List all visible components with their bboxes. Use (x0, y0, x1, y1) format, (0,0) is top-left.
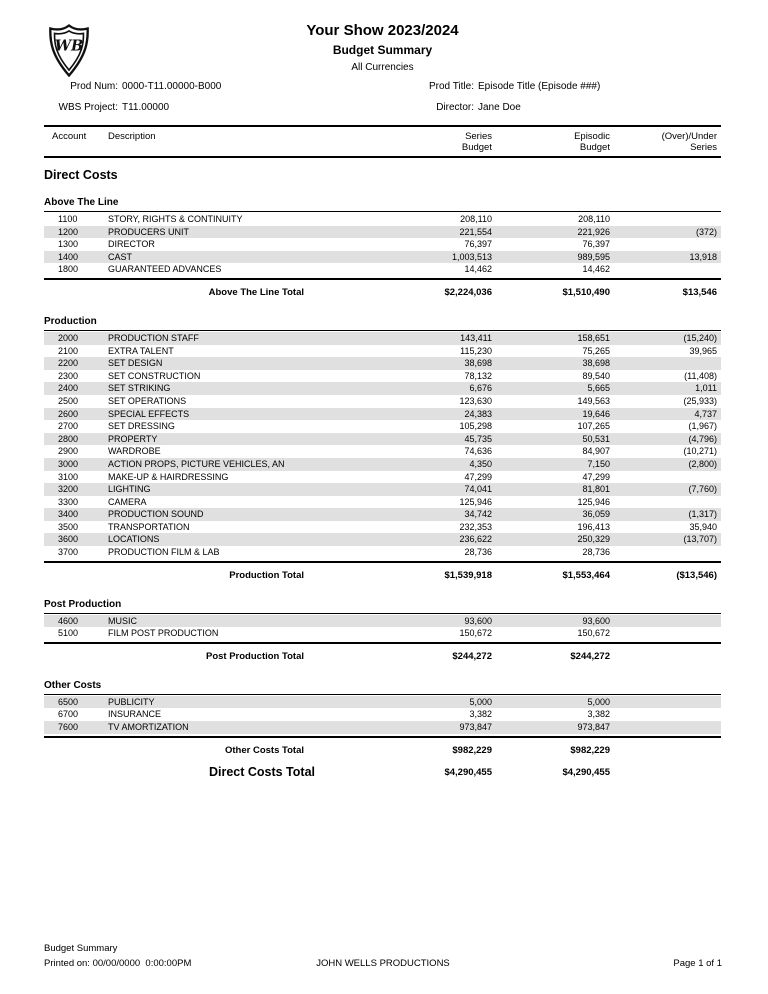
direct-costs-total-row (44, 765, 721, 780)
description-column-header: Description (108, 131, 156, 142)
over-under-cell: (13,707) (683, 534, 717, 545)
account-cell: 3000 (58, 458, 79, 469)
prod-num-value: 0000-T11.00000-B000 (122, 81, 222, 92)
company-name: JOHN WELLS PRODUCTIONS (316, 958, 450, 969)
table-row (44, 251, 721, 264)
series-budget-cell: 105,298 (459, 421, 492, 432)
description-cell: DIRECTOR (108, 239, 155, 250)
table-row (44, 213, 721, 226)
episodic-budget-cell: 75,265 (582, 345, 610, 356)
section-total-over-under (614, 651, 721, 663)
series-budget-cell: 1,003,513 (451, 251, 492, 262)
description-cell: SET CONSTRUCTION (108, 370, 201, 381)
table-row (44, 708, 721, 721)
table-row (44, 238, 721, 251)
series-budget-cell: 45,735 (464, 433, 492, 444)
series-budget-cell: 93,600 (464, 615, 492, 626)
over-under-column-header: (Over)/Under Series (661, 131, 717, 153)
over-under-cell (614, 721, 721, 734)
description-cell: LIGHTING (108, 484, 151, 495)
section-total-over-under: $13,546 (682, 286, 717, 298)
description-cell: SPECIAL EFFECTS (108, 408, 190, 419)
table-row (44, 263, 721, 276)
table-row (44, 696, 721, 709)
over-under-cell (614, 696, 721, 709)
section-post-production (44, 599, 721, 663)
table-row (44, 408, 721, 421)
description-cell: ACTION PROPS, PICTURE VEHICLES, AN (108, 458, 285, 469)
series-budget-cell: 5,000 (469, 696, 492, 707)
over-under-cell (614, 263, 721, 276)
section-total-row (44, 563, 721, 582)
section-above-the-line (44, 197, 721, 299)
account-cell: 3400 (58, 509, 79, 520)
episodic-budget-cell: 36,059 (582, 509, 610, 520)
account-cell: 3100 (58, 471, 79, 482)
series-budget-cell: 123,630 (459, 395, 492, 406)
episodic-budget-cell: 973,847 (577, 722, 610, 733)
section-rows (44, 614, 721, 644)
account-cell: 2800 (58, 433, 79, 444)
table-row (44, 395, 721, 408)
page-number: Page 1 of 1 (673, 958, 722, 969)
over-under-cell: (15,240) (683, 332, 717, 343)
section-total-series: $1,539,918 (444, 569, 492, 581)
series-budget-cell: 143,411 (460, 332, 492, 343)
direct-costs-total-series: $4,290,455 (444, 766, 492, 778)
over-under-cell (614, 357, 721, 370)
episodic-budget-cell: 158,651 (577, 332, 610, 343)
episodic-budget-cell: 150,672 (577, 628, 610, 639)
description-cell: SET OPERATIONS (108, 395, 187, 406)
section-total-label: Other Costs Total (225, 744, 304, 756)
over-under-cell: (1,317) (688, 509, 717, 520)
episodic-budget-cell: 19,646 (582, 408, 610, 419)
description-cell: PRODUCTION SOUND (108, 509, 204, 520)
series-budget-cell: 34,742 (464, 509, 492, 520)
episodic-budget-cell: 221,926 (577, 226, 610, 237)
episodic-budget-cell: 208,110 (578, 214, 610, 224)
table-row (44, 357, 721, 370)
table-row (44, 370, 721, 383)
wbs-project-value: T11.00000 (122, 102, 170, 113)
over-under-cell: (2,800) (688, 458, 717, 469)
section-total-series: $982,229 (452, 744, 492, 756)
description-cell: SET DESIGN (108, 358, 163, 369)
series-budget-cell: 14,462 (464, 264, 492, 275)
section-title: Above The Line (44, 197, 721, 212)
series-budget-cell: 236,622 (459, 534, 492, 545)
section-total-episodic: $1,510,490 (562, 286, 610, 298)
over-under-cell (614, 471, 721, 484)
description-cell: WARDROBE (108, 446, 161, 457)
over-under-cell: 13,918 (689, 251, 717, 262)
table-row (44, 332, 721, 345)
over-under-cell (614, 213, 721, 226)
over-under-cell: 1,011 (695, 383, 717, 394)
over-under-cell (614, 627, 721, 640)
prod-title-value: Episode Title (Episode ###) (478, 81, 601, 92)
table-row (44, 508, 721, 521)
series-budget-cell: 28,736 (464, 547, 492, 558)
series-budget-cell: 47,299 (464, 471, 492, 482)
section-total-row (44, 738, 721, 757)
over-under-cell: (372) (695, 226, 717, 237)
episodic-budget-cell: 107,265 (577, 421, 610, 432)
section-total-label: Above The Line Total (208, 286, 304, 298)
episodic-budget-cell: 149,563 (577, 395, 610, 406)
episodic-budget-cell: 250,329 (577, 534, 610, 545)
section-total-label: Production Total (229, 569, 304, 581)
description-cell: MUSIC (108, 615, 137, 626)
section-rows (44, 695, 721, 738)
section-total-row (44, 280, 721, 299)
wbs-project-label: WBS Project: (58, 102, 118, 113)
account-column-header: Account (52, 131, 87, 142)
prod-title-label: Prod Title: (428, 81, 474, 92)
account-cell: 1300 (58, 239, 79, 250)
episodic-budget-cell: 81,801 (582, 484, 610, 495)
description-cell: PUBLICITY (108, 696, 155, 707)
description-cell: CAST (108, 251, 133, 262)
series-budget-cell: 208,110 (460, 214, 492, 224)
table-row (44, 471, 721, 484)
account-cell: 1100 (58, 214, 78, 224)
section-production (44, 316, 721, 582)
table-row (44, 496, 721, 509)
description-cell: INSURANCE (108, 709, 162, 720)
table-row (44, 615, 721, 628)
description-cell: GUARANTEED ADVANCES (108, 264, 222, 275)
series-budget-cell: 3,382 (469, 709, 492, 720)
account-cell: 2300 (58, 370, 79, 381)
episodic-budget-cell: 5,000 (587, 696, 610, 707)
description-cell: EXTRA TALENT (108, 345, 174, 356)
production-info (44, 76, 721, 118)
series-budget-cell: 74,041 (464, 484, 492, 495)
series-budget-cell: 76,397 (464, 239, 492, 250)
episodic-budget-column-header: Episodic Budget (574, 131, 610, 153)
description-cell: PROPERTY (108, 433, 158, 444)
section-title: Other Costs (44, 680, 721, 695)
episodic-budget-cell: 125,946 (577, 496, 610, 507)
account-cell: 3300 (58, 496, 79, 507)
over-under-cell (614, 708, 721, 721)
account-cell: 6500 (58, 696, 79, 707)
description-cell: LOCATIONS (108, 534, 160, 545)
page-footer (44, 941, 722, 972)
account-cell: 1200 (58, 226, 79, 237)
section-title: Post Production (44, 599, 721, 614)
description-cell: PRODUCERS UNIT (108, 226, 190, 237)
over-under-cell: (4,796) (688, 433, 717, 444)
episodic-budget-cell: 14,462 (582, 264, 610, 275)
prod-num-label: Prod Num: (70, 81, 118, 92)
over-under-cell: (10,271) (683, 446, 717, 457)
report-subtitle: Budget Summary (332, 43, 433, 57)
director-value: Jane Doe (478, 102, 521, 113)
series-budget-cell: 125,946 (459, 496, 492, 507)
over-under-cell: (11,408) (684, 370, 717, 381)
series-budget-cell: 232,353 (459, 521, 492, 532)
account-cell: 2100 (58, 345, 79, 356)
section-rows (44, 212, 721, 280)
section-rows (44, 331, 721, 563)
account-cell: 2400 (58, 383, 79, 394)
episodic-budget-cell: 38,698 (582, 358, 610, 369)
episodic-budget-cell: 47,299 (582, 471, 610, 482)
section-total-row (44, 644, 721, 663)
section-total-episodic: $982,229 (570, 744, 610, 756)
table-row (44, 533, 721, 546)
account-cell: 7600 (58, 722, 79, 733)
account-cell: 6700 (58, 709, 79, 720)
section-title: Production (44, 316, 721, 331)
episodic-budget-cell: 989,595 (577, 251, 610, 262)
series-budget-cell: 4,350 (469, 458, 492, 469)
series-budget-cell: 24,383 (464, 408, 492, 419)
account-cell: 5100 (58, 628, 79, 639)
description-cell: TRANSPORTATION (108, 521, 190, 532)
table-row (44, 226, 721, 239)
series-budget-cell: 38,698 (464, 358, 492, 369)
table-row (44, 483, 721, 496)
account-cell: 2700 (58, 421, 79, 432)
episodic-budget-cell: 5,665 (587, 383, 610, 394)
account-cell: 1400 (58, 251, 79, 262)
account-cell: 3500 (58, 521, 79, 532)
over-under-cell: 4,737 (694, 408, 717, 419)
account-cell: 1800 (58, 264, 79, 275)
section-total-label: Post Production Total (206, 650, 304, 662)
masthead (44, 0, 721, 74)
account-cell: 2900 (58, 446, 79, 457)
director-label: Director: (436, 102, 474, 113)
episodic-budget-cell: 84,907 (582, 446, 610, 457)
account-cell: 3700 (58, 547, 79, 558)
direct-costs-heading: Direct Costs (44, 168, 118, 182)
description-cell: MAKE-UP & HAIRDRESSING (108, 471, 229, 482)
over-under-cell: 35,940 (689, 521, 717, 532)
over-under-cell (614, 496, 721, 509)
table-row (44, 546, 721, 559)
series-budget-cell: 973,847 (459, 722, 492, 733)
currency-note: All Currencies (351, 62, 414, 73)
over-under-cell (614, 238, 721, 251)
series-budget-cell: 74,636 (464, 446, 492, 457)
table-row (44, 433, 721, 446)
over-under-cell (614, 546, 721, 559)
description-cell: STORY, RIGHTS & CONTINUITY (108, 214, 243, 224)
over-under-cell: 39,965 (689, 345, 717, 356)
episodic-budget-cell: 93,600 (582, 615, 610, 626)
table-row (44, 521, 721, 534)
description-cell: CAMERA (108, 496, 147, 507)
series-budget-cell: 115,230 (460, 345, 492, 356)
account-cell: 3200 (58, 484, 79, 495)
account-cell: 3600 (58, 534, 79, 545)
series-budget-cell: 78,132 (464, 370, 492, 381)
episodic-budget-cell: 7,150 (587, 458, 610, 469)
show-title: Your Show 2023/2024 (306, 22, 459, 39)
episodic-budget-cell: 28,736 (582, 547, 610, 558)
section-total-episodic: $244,272 (570, 650, 610, 662)
over-under-cell (614, 615, 721, 628)
episodic-budget-cell: 50,531 (582, 433, 610, 444)
over-under-cell: (7,760) (688, 484, 717, 495)
table-row (44, 458, 721, 471)
account-cell: 2600 (58, 408, 79, 419)
section-total-series: $2,224,036 (444, 286, 492, 298)
account-cell: 4600 (58, 615, 79, 626)
account-cell: 2200 (58, 358, 79, 369)
section-total-series: $244,272 (452, 650, 492, 662)
table-row (44, 721, 721, 734)
printed-on-text: Printed on: 00/00/0000 0:00:00PM (44, 958, 192, 969)
table-row (44, 445, 721, 458)
description-cell: SET DRESSING (108, 421, 175, 432)
account-cell: 2500 (58, 395, 79, 406)
direct-costs-total-episodic: $4,290,455 (562, 766, 610, 778)
direct-costs-total-label: Direct Costs Total (208, 764, 315, 779)
series-budget-cell: 221,554 (459, 226, 492, 237)
episodic-budget-cell: 196,413 (577, 521, 610, 532)
table-row (44, 627, 721, 640)
description-cell: PRODUCTION STAFF (108, 332, 199, 343)
wb-monogram-text: WB (54, 37, 84, 55)
section-total-over-under: ($13,546) (676, 569, 717, 581)
description-cell: TV AMORTIZATION (108, 722, 189, 733)
series-budget-cell: 150,672 (459, 628, 492, 639)
description-cell: PRODUCTION FILM & LAB (108, 547, 220, 558)
over-under-cell: (25,933) (683, 395, 717, 406)
episodic-budget-cell: 89,540 (582, 370, 610, 381)
episodic-budget-cell: 3,382 (587, 709, 610, 720)
section-other-costs (44, 680, 721, 757)
section-total-over-under (614, 745, 721, 757)
section-total-episodic: $1,553,464 (562, 569, 610, 581)
table-row (44, 345, 721, 358)
table-row (44, 420, 721, 433)
series-budget-cell: 6,676 (469, 383, 492, 394)
description-cell: FILM POST PRODUCTION (108, 628, 219, 639)
description-cell: SET STRIKING (108, 383, 171, 394)
account-cell: 2000 (58, 332, 79, 343)
episodic-budget-cell: 76,397 (582, 239, 610, 250)
series-budget-column-header: Series Budget (461, 131, 492, 153)
footer-doc-name: Budget Summary (44, 943, 118, 954)
table-header (44, 125, 721, 158)
over-under-cell: (1,967) (688, 421, 717, 432)
table-row (44, 382, 721, 395)
